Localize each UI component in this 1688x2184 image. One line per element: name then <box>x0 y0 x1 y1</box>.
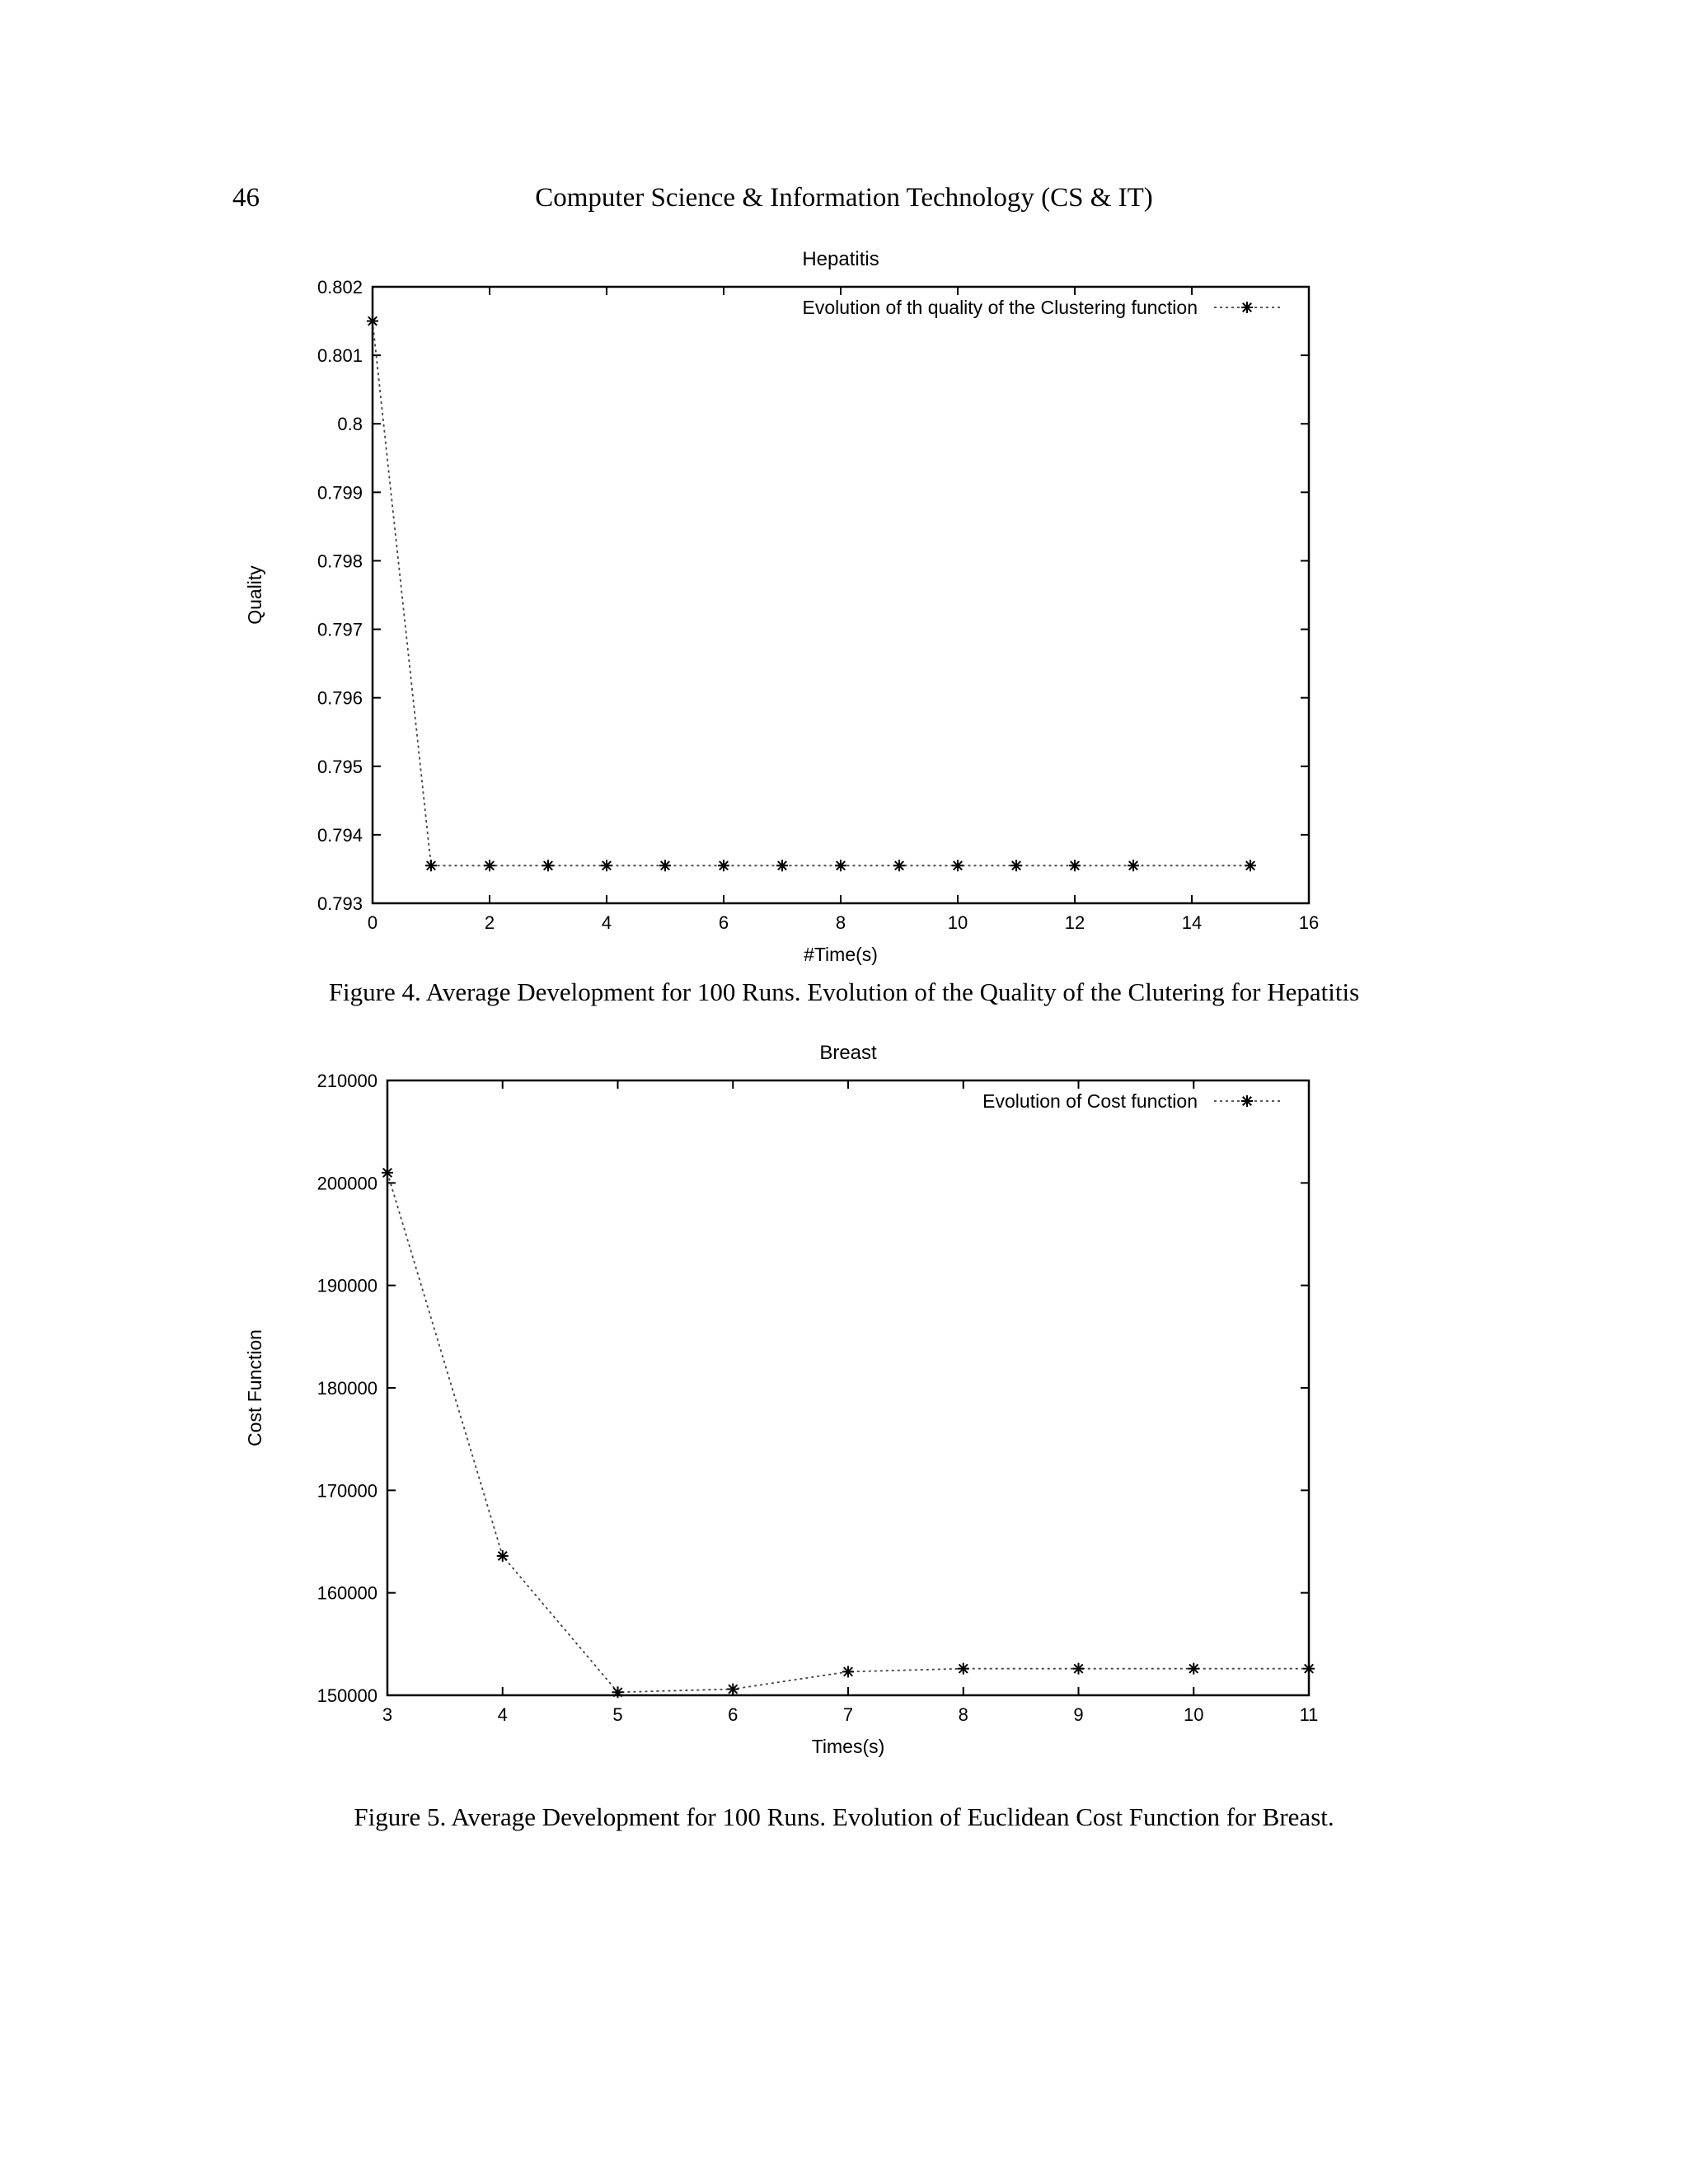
y-tick-label: 190000 <box>316 1275 377 1296</box>
chart-title: Breast <box>819 1042 877 1064</box>
data-point <box>1188 1663 1199 1675</box>
x-tick-label: 14 <box>1181 912 1203 933</box>
y-tick-label: 0.798 <box>316 551 363 572</box>
x-tick-label: 8 <box>958 1704 968 1725</box>
data-point <box>382 1167 393 1179</box>
data-point <box>612 1686 624 1698</box>
data-point <box>1073 1663 1085 1675</box>
x-axis-label: Times(s) <box>811 1736 885 1757</box>
x-tick-label: 10 <box>947 912 968 933</box>
x-tick-label: 11 <box>1299 1704 1319 1725</box>
x-tick-label: 6 <box>728 1704 738 1725</box>
y-tick-label: 160000 <box>316 1582 377 1604</box>
y-tick-label: 0.801 <box>316 345 363 367</box>
x-tick-label: 4 <box>601 912 612 933</box>
y-tick-label: 180000 <box>316 1378 377 1399</box>
y-tick-label: 0.802 <box>316 277 363 298</box>
y-tick-label: 0.795 <box>316 756 363 777</box>
x-tick-label: 8 <box>835 912 846 933</box>
data-point <box>727 1684 738 1695</box>
x-tick-label: 16 <box>1298 912 1320 933</box>
x-tick-label: 10 <box>1184 1704 1204 1725</box>
chart-title: Hepatitis <box>802 248 879 270</box>
legend-label: Evolution of Cost function <box>982 1090 1198 1112</box>
plot-frame <box>387 1080 1309 1695</box>
x-tick-label: 0 <box>367 912 378 933</box>
x-tick-label: 2 <box>484 912 495 933</box>
x-tick-label: 7 <box>842 1704 854 1725</box>
data-point <box>1303 1663 1315 1675</box>
y-tick-label: 0.797 <box>316 619 363 640</box>
y-tick-label: 0.796 <box>316 687 363 709</box>
x-tick-label: 6 <box>718 912 729 933</box>
x-tick-label: 4 <box>497 1704 508 1725</box>
y-axis-label: Cost Function <box>244 1329 265 1446</box>
y-tick-label: 200000 <box>316 1173 377 1194</box>
y-tick-label: 0.794 <box>316 824 363 846</box>
x-tick-label: 12 <box>1064 912 1085 933</box>
x-tick-label: 5 <box>612 1704 623 1725</box>
data-point <box>842 1666 854 1677</box>
legend-marker <box>1241 1095 1253 1107</box>
legend-label: Evolution of th quality of the Clustering function <box>802 297 1198 318</box>
x-tick-label: 3 <box>382 1704 393 1725</box>
y-tick-label: 210000 <box>316 1071 377 1091</box>
y-tick-label: 0.793 <box>316 893 363 914</box>
y-tick-label: 0.8 <box>337 414 363 435</box>
y-axis-label: Quality <box>244 565 265 625</box>
x-tick-label: 9 <box>1073 1704 1084 1725</box>
series-line <box>387 1173 1309 1692</box>
data-point <box>958 1663 969 1675</box>
y-tick-label: 0.799 <box>316 482 363 504</box>
running-head: Computer Science & Information Technology (CS & IT) <box>535 183 1153 213</box>
figure4-caption: Figure 4. Average Development for 100 Runs. Evolution of the Quality of the Clutering for Hepatitis <box>328 977 1360 1006</box>
y-tick-label: 150000 <box>316 1685 377 1706</box>
figure5-caption: Figure 5. Average Development for 100 Runs. Evolution of Euclidean Cost Function for Breast. <box>354 1802 1334 1831</box>
data-point <box>497 1550 509 1562</box>
x-axis-label: #Time(s) <box>804 944 878 965</box>
page-number: 46 <box>232 183 260 213</box>
y-tick-label: 170000 <box>316 1480 377 1502</box>
